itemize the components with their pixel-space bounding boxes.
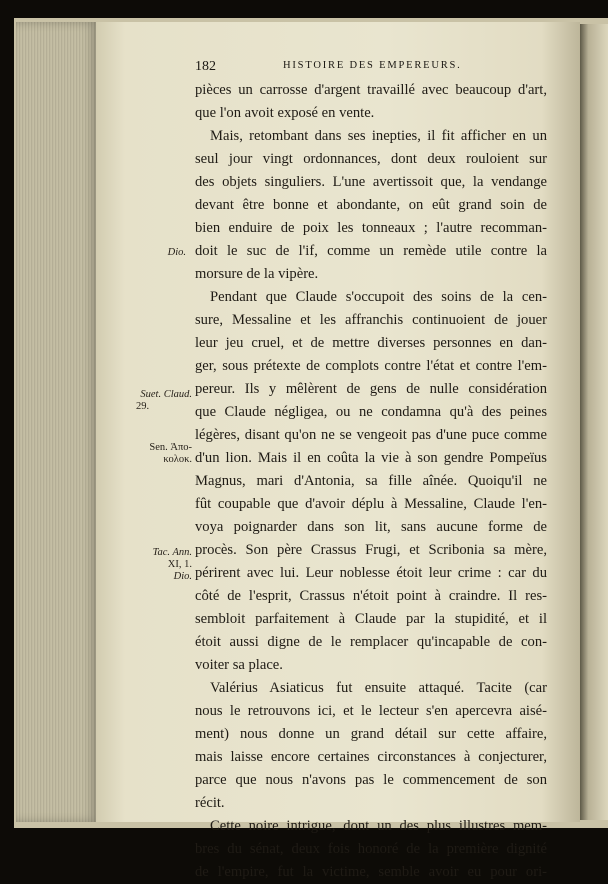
text-line: légères, disant qu'on ne se vengeoit pas d'une puce comme <box>195 427 547 443</box>
text-line: seul jour vingt ordonnances, dont deux rouloient sur <box>195 151 547 167</box>
margin-note-suetonius <box>130 389 192 413</box>
text-line: bres du sénat, deux fois honoré de la première dignité <box>195 841 547 857</box>
margin-note-text: Tac. Ann. <box>152 547 192 558</box>
facing-page-edge <box>580 24 608 820</box>
text-line: que Claude négligea, ou ne condamna qu'à des peines <box>195 404 547 420</box>
text-line: fût coupable que d'avoir déplu à Messaline, Claude l'en- <box>195 496 547 512</box>
text-line: doit le suc de l'if, comme un remède utile contre la <box>195 243 547 259</box>
text-line: mais laisse encore certaines circonstances à conjecturer, <box>195 749 547 765</box>
text-line: Cette noire intrigue, dont un des plus illustres mem- <box>210 818 547 834</box>
text-line: ment) nous donne un grand détail sur cette affaire, <box>195 726 547 742</box>
body-text <box>195 79 547 884</box>
running-title: HISTOIRE DES EMPEREURS. <box>283 60 462 71</box>
text-line: procès. Son père Crassus Frugi, et Scribonia sa mère, <box>195 542 547 558</box>
text-line: ger, sous prétexte de complots contre l'état et contre l'em- <box>195 358 547 374</box>
margin-note-text: 29. <box>136 401 150 412</box>
text-line: leur jeu cruel, et de mettre diverses personnes en dan- <box>195 335 547 351</box>
page-edges <box>16 22 98 822</box>
text-line: des objets singuliers. L'une avertissoit que, la vendange <box>195 174 547 190</box>
margin-note-seneca <box>130 442 192 466</box>
text-line: morsure de la vipère. <box>195 266 319 282</box>
text-line: devant être bonne et abondante, on eût grand soin de <box>195 197 547 213</box>
text-line: bien enduire de poix les tonneaux ; l'autre recomman- <box>195 220 547 236</box>
text-line: étoit aussi digne de le remplacer qu'incapable de con- <box>195 634 547 650</box>
text-line: côté de l'esprit, Crassus n'étoit point à craindre. Il res- <box>195 588 547 604</box>
page-header <box>195 59 547 77</box>
text-line: d'un lion. Mais il en coûta la vie à son gendre Pompeïus <box>195 450 547 466</box>
text-line: sure, Messaline et les affranchis continuoient de jouer <box>195 312 547 328</box>
margin-note-text: XI, 1. <box>167 559 192 570</box>
text-line: parce que nous n'avons pas le commencement de son <box>195 772 547 788</box>
margin-note-dio <box>124 247 186 259</box>
text-line: Pendant que Claude s'occupoit des soins de la cen- <box>210 289 547 305</box>
text-line: sembloit parfaitement à Claude par la stupidité, et il <box>195 611 547 627</box>
margin-note-text: Dio. <box>173 571 192 582</box>
margin-note-text: Sen. Ἀπο- <box>149 442 192 453</box>
text-line: voiter sa place. <box>195 657 283 673</box>
margin-note-text: Suet. Claud. <box>140 389 192 400</box>
text-line: pièces un carrosse d'argent travaillé avec beaucoup d'art, <box>195 82 547 98</box>
text-line: Valérius Asiaticus fut ensuite attaqué. Tacite (car <box>210 680 547 696</box>
text-line: nous le retrouvons ici, et le lecteur s'en apercevra aisé- <box>195 703 547 719</box>
text-line: périrent avec lui. Leur noblesse étoit leur crime : car du <box>195 565 547 581</box>
text-line: Magnus, mari d'Antonia, sa fille aînée. Quoiqu'il ne <box>195 473 547 489</box>
text-line: voya poignarder dans son lit, sans aucune forme de <box>195 519 547 535</box>
text-line: Mais, retombant dans ses inepties, il fit afficher en un <box>210 128 547 144</box>
text-line: de l'empire, fut la victime, semble avoir eu pour ori- <box>195 864 547 880</box>
margin-note-tacitus <box>130 547 192 583</box>
text-line: récit. <box>195 795 225 811</box>
page-number: 182 <box>195 59 216 74</box>
margin-note-text: Dio. <box>167 247 186 258</box>
margin-note-text: κολοκ. <box>163 454 192 465</box>
text-line: que l'on avoit exposé en vente. <box>195 105 375 121</box>
text-line: pereur. Ils y mêlèrent de gens de nulle considération <box>195 381 547 397</box>
